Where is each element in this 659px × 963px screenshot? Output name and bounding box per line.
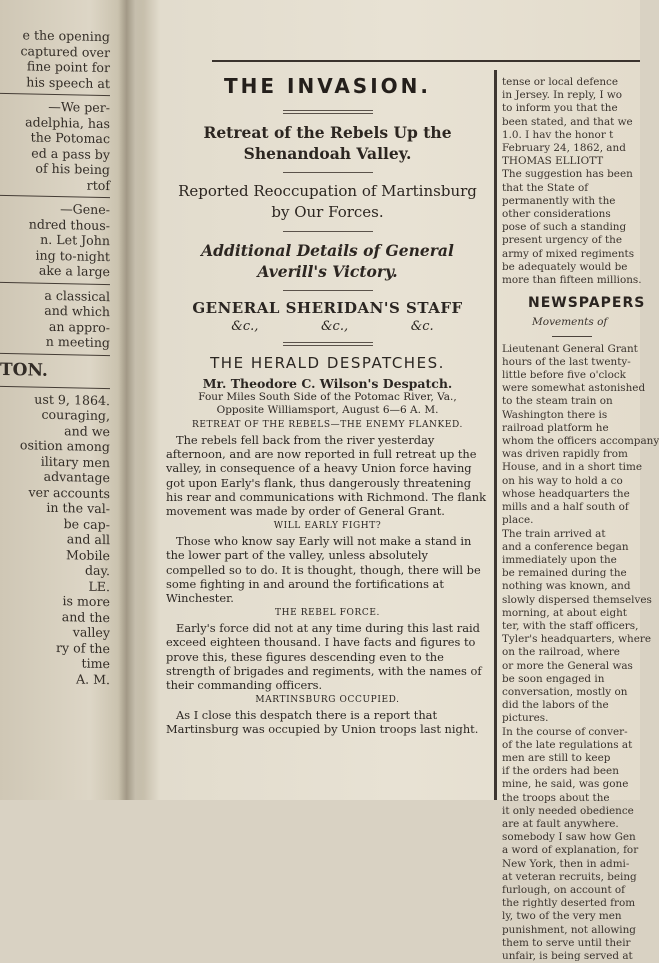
text-line: punishment, not allowing xyxy=(502,923,636,936)
column-rule xyxy=(0,195,110,198)
text-line: the rightly deserted from xyxy=(502,897,636,910)
text-line: A. M. xyxy=(76,670,110,687)
text-line: House, and in a short time xyxy=(502,461,642,474)
text-line: hours of the last twenty- xyxy=(502,355,631,368)
text-line: an appro- xyxy=(48,318,110,335)
deck-martinsburg: Reported Reoccupation of Martinsburg by Our Forces. xyxy=(178,182,477,221)
text-line: pictures. xyxy=(502,712,549,725)
text-line: in the val- xyxy=(46,499,110,517)
text-line: captured over xyxy=(20,42,110,60)
deck-retreat: Retreat of the Rebels Up the Shenandoah Valley. xyxy=(203,123,452,163)
text-line: railroad platform he xyxy=(502,421,609,434)
text-line: THOMAS ELLIOTT xyxy=(502,155,604,168)
text-line: LE. xyxy=(88,578,110,594)
page-fold-crease xyxy=(118,0,144,800)
separator xyxy=(283,172,373,173)
text-line: on his way to hold a co xyxy=(502,474,623,487)
right-column-heading: NEWSPAPERS xyxy=(528,295,646,312)
text-line: time xyxy=(81,655,110,672)
text-line: be remained during the xyxy=(502,567,627,580)
right-column-subheading: Movements of xyxy=(532,316,608,329)
text-line: army of mixed regiments xyxy=(502,247,635,260)
text-line: place. xyxy=(502,514,534,527)
etc-row xyxy=(200,319,465,334)
text-line: Mobile xyxy=(65,546,110,563)
text-line: a word of explanation, for xyxy=(502,844,639,857)
text-line: a classical xyxy=(44,287,110,304)
text-line: in Jersey. In reply, I wo xyxy=(502,89,623,102)
text-line: adelphia, has xyxy=(25,113,110,131)
text-line: be adequately would be xyxy=(502,260,628,273)
text-line: of his being xyxy=(35,160,110,178)
left-column-mid-text xyxy=(0,98,110,193)
text-line: rtof xyxy=(86,177,110,193)
text-line: be cap- xyxy=(63,515,110,532)
column-rule xyxy=(0,281,110,284)
left-column-top-text xyxy=(0,27,110,91)
left-column-bottom-text xyxy=(0,390,110,687)
text-line: —We per- xyxy=(48,98,110,116)
text-line: —Gene- xyxy=(60,201,110,218)
text-line: mine, he said, was gone xyxy=(502,778,629,791)
right-page-column xyxy=(502,76,659,962)
text-line: be soon engaged in xyxy=(502,672,605,685)
herald-heading: THE HERALD DESPATCHES. xyxy=(210,354,445,372)
text-line: is more xyxy=(62,593,110,610)
text-line: ter, with the staff officers, xyxy=(502,619,639,632)
text-line: Tyler's headquarters, where xyxy=(502,633,652,646)
text-line: are at fault anywhere. xyxy=(502,817,619,830)
text-line: n. Let John xyxy=(40,231,110,249)
text-line: little before five o'clock xyxy=(502,369,626,382)
separator xyxy=(283,342,373,346)
subhead-rebel-force: THE REBEL FORCE. xyxy=(275,608,380,619)
etc-item: &c. xyxy=(410,319,434,334)
text-line: osition among xyxy=(19,437,110,455)
text-line: 1.0. I hav the honor t xyxy=(502,128,614,141)
column-rule xyxy=(0,93,110,96)
text-line: day. xyxy=(84,562,110,579)
text-line: were somewhat astonished xyxy=(502,382,646,395)
text-line: whom the officers accompany xyxy=(502,435,659,448)
text-line: present urgency of the xyxy=(502,234,622,247)
text-line: New York, then in admi- xyxy=(502,857,630,870)
text-line: ndred thous- xyxy=(28,215,110,233)
text-line: and the xyxy=(61,608,110,625)
text-line: that the State of xyxy=(502,181,589,194)
text-line: The suggestion has been xyxy=(502,168,633,181)
text-line: slowly dispersed themselves xyxy=(502,593,652,606)
separator xyxy=(283,231,373,232)
dateline-1: Four Miles South Side of the Potomac River, Va., xyxy=(198,391,457,403)
paragraph-rebel-force: Early's force did not at any time during this last raid exceed eighteen thousand. I have facts and figures to prove this, these figures descending even to the strength of brigades and regiments, with the names of their commanding officers. xyxy=(166,621,482,693)
column-divider xyxy=(494,70,497,800)
byline: Mr. Theodore C. Wilson's Despatch. xyxy=(202,376,453,391)
text-line: men are still to keep xyxy=(502,751,611,764)
text-line: ed a pass by xyxy=(31,145,110,162)
text-line: and all xyxy=(66,531,110,548)
text-line: and which xyxy=(44,302,110,320)
text-line: them to serve until their xyxy=(502,936,631,949)
text-line: his speech at xyxy=(26,73,110,91)
text-line: been stated, and that we xyxy=(502,115,633,128)
left-page-column xyxy=(0,27,110,801)
text-line: ry of the xyxy=(55,639,110,656)
etc-item: &c., xyxy=(320,319,349,334)
column-rule xyxy=(0,352,110,355)
text-line: of the late regulations at xyxy=(502,738,633,751)
text-line: mills and a half south of xyxy=(502,501,629,514)
text-line: valley xyxy=(72,624,110,641)
text-line: pose of such a standing xyxy=(502,221,627,234)
dateline-2: Opposite Williamsport, August 6—6 A. M. xyxy=(216,404,439,416)
etc-item: &c., xyxy=(231,319,259,334)
text-line: ly, two of the very men xyxy=(502,910,622,923)
text-line: immediately upon the xyxy=(502,553,617,566)
text-line: ust 9, 1864. xyxy=(34,391,110,408)
text-line: furlough, on account of xyxy=(502,883,626,896)
text-line: ake a large xyxy=(38,262,110,280)
text-line: whose headquarters the xyxy=(502,487,630,500)
article-heading: THE INVASION. xyxy=(224,74,431,98)
text-line: it only needed obedience xyxy=(502,804,634,817)
paragraph-early: Those who know say Early will not make a stand in the lower part of the valley, unless absolutely compelled so to do. It is thought, though, there will be some fighting in and around the fortifications at Winchester. xyxy=(166,534,481,606)
right-column-bottom-text xyxy=(502,342,659,963)
text-line: tense or local defence xyxy=(502,76,619,88)
separator xyxy=(552,336,592,337)
subhead-retreat: RETREAT OF THE REBELS—THE ENEMY FLANKED. xyxy=(192,420,463,430)
text-line: other considerations xyxy=(502,208,611,221)
text-line: ing to-night xyxy=(35,247,110,264)
text-line: February 24, 1862, and xyxy=(502,142,626,155)
text-line: or more the General was xyxy=(502,659,633,672)
staff-heading: GENERAL SHERIDAN'S STAFF xyxy=(192,299,463,317)
separator xyxy=(283,290,373,291)
paragraph-retreat: The rebels fell back from the river yesterday afternoon, and are now reported in full retreat up the valley, in consequence of a heavy Union force having got upon Early's flank, thus dangerously threatening his rear and communications with Richmond. The flank movement was made by order of General Grant. xyxy=(166,433,487,519)
text-line: at veteran recruits, being xyxy=(502,870,637,883)
separator xyxy=(283,110,373,114)
text-line: fine point for xyxy=(26,58,110,76)
text-line: if the orders had been xyxy=(502,765,619,778)
text-line: n meeting xyxy=(45,333,110,351)
text-line: the troops about the xyxy=(502,791,610,804)
text-line: permanently with the xyxy=(502,194,616,207)
text-line: and we xyxy=(64,422,110,439)
text-line: more than fifteen millions. xyxy=(502,274,642,287)
left-column-mid3-text xyxy=(0,286,110,350)
left-column-mid2-text xyxy=(0,200,110,280)
text-line: and a conference began xyxy=(502,540,629,553)
text-line: e the opening xyxy=(22,27,110,45)
main-article-column xyxy=(160,72,495,800)
text-line: advantage xyxy=(43,468,110,486)
text-line: did the labors of the xyxy=(502,699,609,712)
text-line: to the steam train on xyxy=(502,395,613,408)
text-line: to inform you that the xyxy=(502,102,618,115)
subhead-early: WILL EARLY FIGHT? xyxy=(273,521,382,532)
masthead-rule xyxy=(212,60,640,62)
text-line: Lieutenant General Grant xyxy=(502,342,638,355)
text-line: somebody I saw how Gen xyxy=(502,831,636,844)
paragraph-martinsburg: As I close this despatch there is a report that Martinsburg was occupied by Union troops last night. xyxy=(166,708,479,737)
text-line: the Potomac xyxy=(30,129,110,147)
text-line: morning, at about eight xyxy=(502,606,627,619)
text-line: In the course of conver- xyxy=(502,725,628,738)
text-line: was driven rapidly from xyxy=(502,448,628,461)
subhead-martinsburg: MARTINSBURG OCCUPIED. xyxy=(255,695,400,706)
text-line: conversation, mostly on xyxy=(502,685,628,698)
text-line: nothing was known, and xyxy=(502,580,631,593)
text-line: on the railroad, where xyxy=(502,646,620,659)
text-line: unfair, is being served at xyxy=(502,950,633,962)
text-line: Washington there is xyxy=(502,408,608,421)
text-line: The train arrived at xyxy=(502,527,606,540)
deck-averill: Additional Details of General Averill's Victory. xyxy=(201,241,454,281)
text-line: ver accounts xyxy=(28,483,110,501)
text-line: couraging, xyxy=(41,406,110,424)
left-column-headline: TON. xyxy=(0,359,48,381)
text-line: ilitary men xyxy=(40,453,110,470)
column-rule xyxy=(0,385,110,388)
right-column-top-text xyxy=(502,76,640,287)
